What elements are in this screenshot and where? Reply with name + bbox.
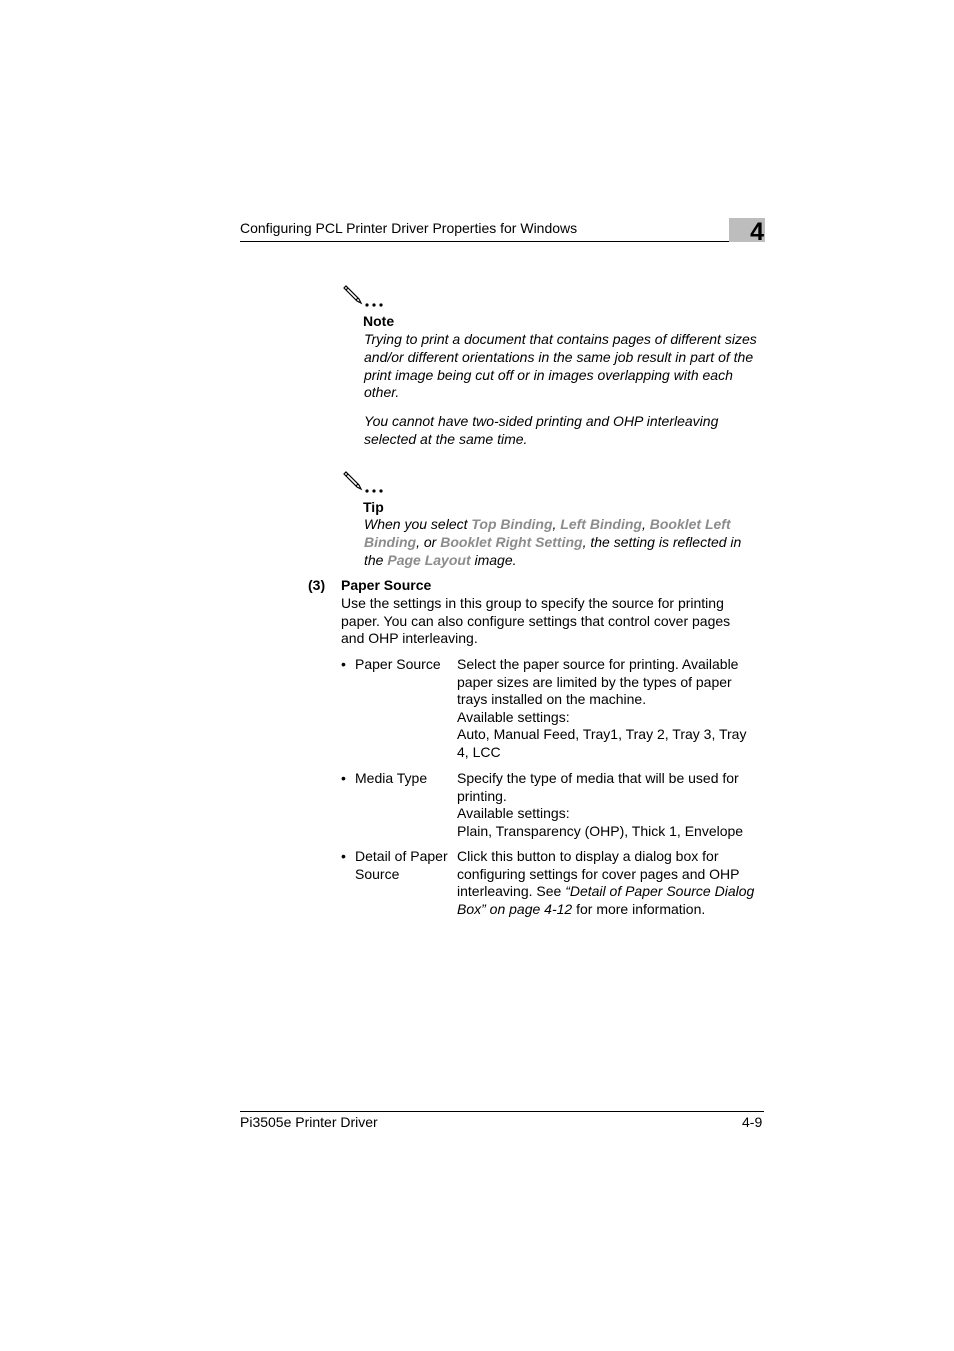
pencil-icon bbox=[341, 469, 385, 497]
section-number: (3) bbox=[308, 577, 326, 593]
setting-name: Booklet Left Binding bbox=[364, 516, 731, 550]
item-term: Paper Source bbox=[355, 656, 441, 672]
note-label: Note bbox=[363, 313, 395, 329]
tip-paragraph bbox=[364, 516, 764, 569]
item-term: Media Type bbox=[355, 770, 428, 786]
desc-text: Click this button to display a dialog box for configuring settings for cover pages and OHP interleaving. See bbox=[457, 848, 740, 900]
tip-text: image. bbox=[470, 551, 517, 568]
running-header-title: Configuring PCL Printer Driver Properties for Windows bbox=[240, 220, 578, 236]
desc-text: Available settings: bbox=[457, 708, 570, 725]
desc-text: Select the paper source for printing. Available paper sizes are limited by the types of paper trays installed on the machine. bbox=[457, 656, 739, 708]
bullet: • bbox=[341, 770, 346, 786]
item-description bbox=[457, 656, 762, 762]
note-paragraph: Trying to print a document that contains pages of different sizes and/or different orientations in the same job result in part of the print image being cut off or in images overlapping with each other. bbox=[364, 331, 757, 401]
desc-text: Auto, Manual Feed, Tray1, Tray 2, Tray 3, Tray 4, LCC bbox=[457, 726, 747, 760]
chapter-tab bbox=[729, 218, 765, 246]
tip-label: Tip bbox=[363, 499, 384, 515]
note-paragraph: You cannot have two-sided printing and OHP interleaving selected at the same time. bbox=[364, 413, 719, 447]
setting-name: Booklet Right Setting bbox=[440, 533, 583, 550]
desc-text: for more information. bbox=[572, 900, 706, 917]
desc-text: Plain, Transparency (OHP), Thick 1, Envelope bbox=[457, 822, 744, 839]
header-rule bbox=[240, 241, 764, 242]
footer-rule bbox=[240, 1111, 764, 1112]
tip-text: , the setting is reflected in the bbox=[364, 533, 742, 568]
page-number: 4-9 bbox=[742, 1114, 763, 1130]
desc-text: Available settings: bbox=[457, 805, 570, 822]
tip-text: When you select bbox=[364, 516, 472, 532]
setting-name: Page Layout bbox=[387, 551, 471, 568]
cross-reference: “Detail of Paper Source Dialog Box” on page 4-12 bbox=[457, 883, 755, 917]
setting-name: Top Binding bbox=[471, 516, 553, 532]
bullet: • bbox=[341, 656, 346, 672]
item-term: Detail of Paper Source bbox=[355, 848, 448, 882]
setting-name: Left Binding bbox=[560, 516, 642, 532]
bullet: • bbox=[341, 848, 346, 864]
item-description bbox=[457, 848, 762, 918]
tip-text: , bbox=[552, 516, 561, 532]
tip-text: , or bbox=[416, 533, 441, 550]
pencil-icon bbox=[341, 283, 385, 311]
section-title: Paper Source bbox=[341, 577, 432, 593]
footer-product: Pi3505e Printer Driver bbox=[240, 1114, 378, 1130]
chapter-number: 4 bbox=[750, 218, 764, 246]
item-description bbox=[457, 770, 762, 840]
desc-text: Specify the type of media that will be used for printing. bbox=[457, 770, 739, 804]
section-intro: Use the settings in this group to specify the source for printing paper. You can also configure settings that control cover pages and OHP interleaving. bbox=[341, 595, 731, 647]
tip-text: , bbox=[641, 516, 650, 532]
